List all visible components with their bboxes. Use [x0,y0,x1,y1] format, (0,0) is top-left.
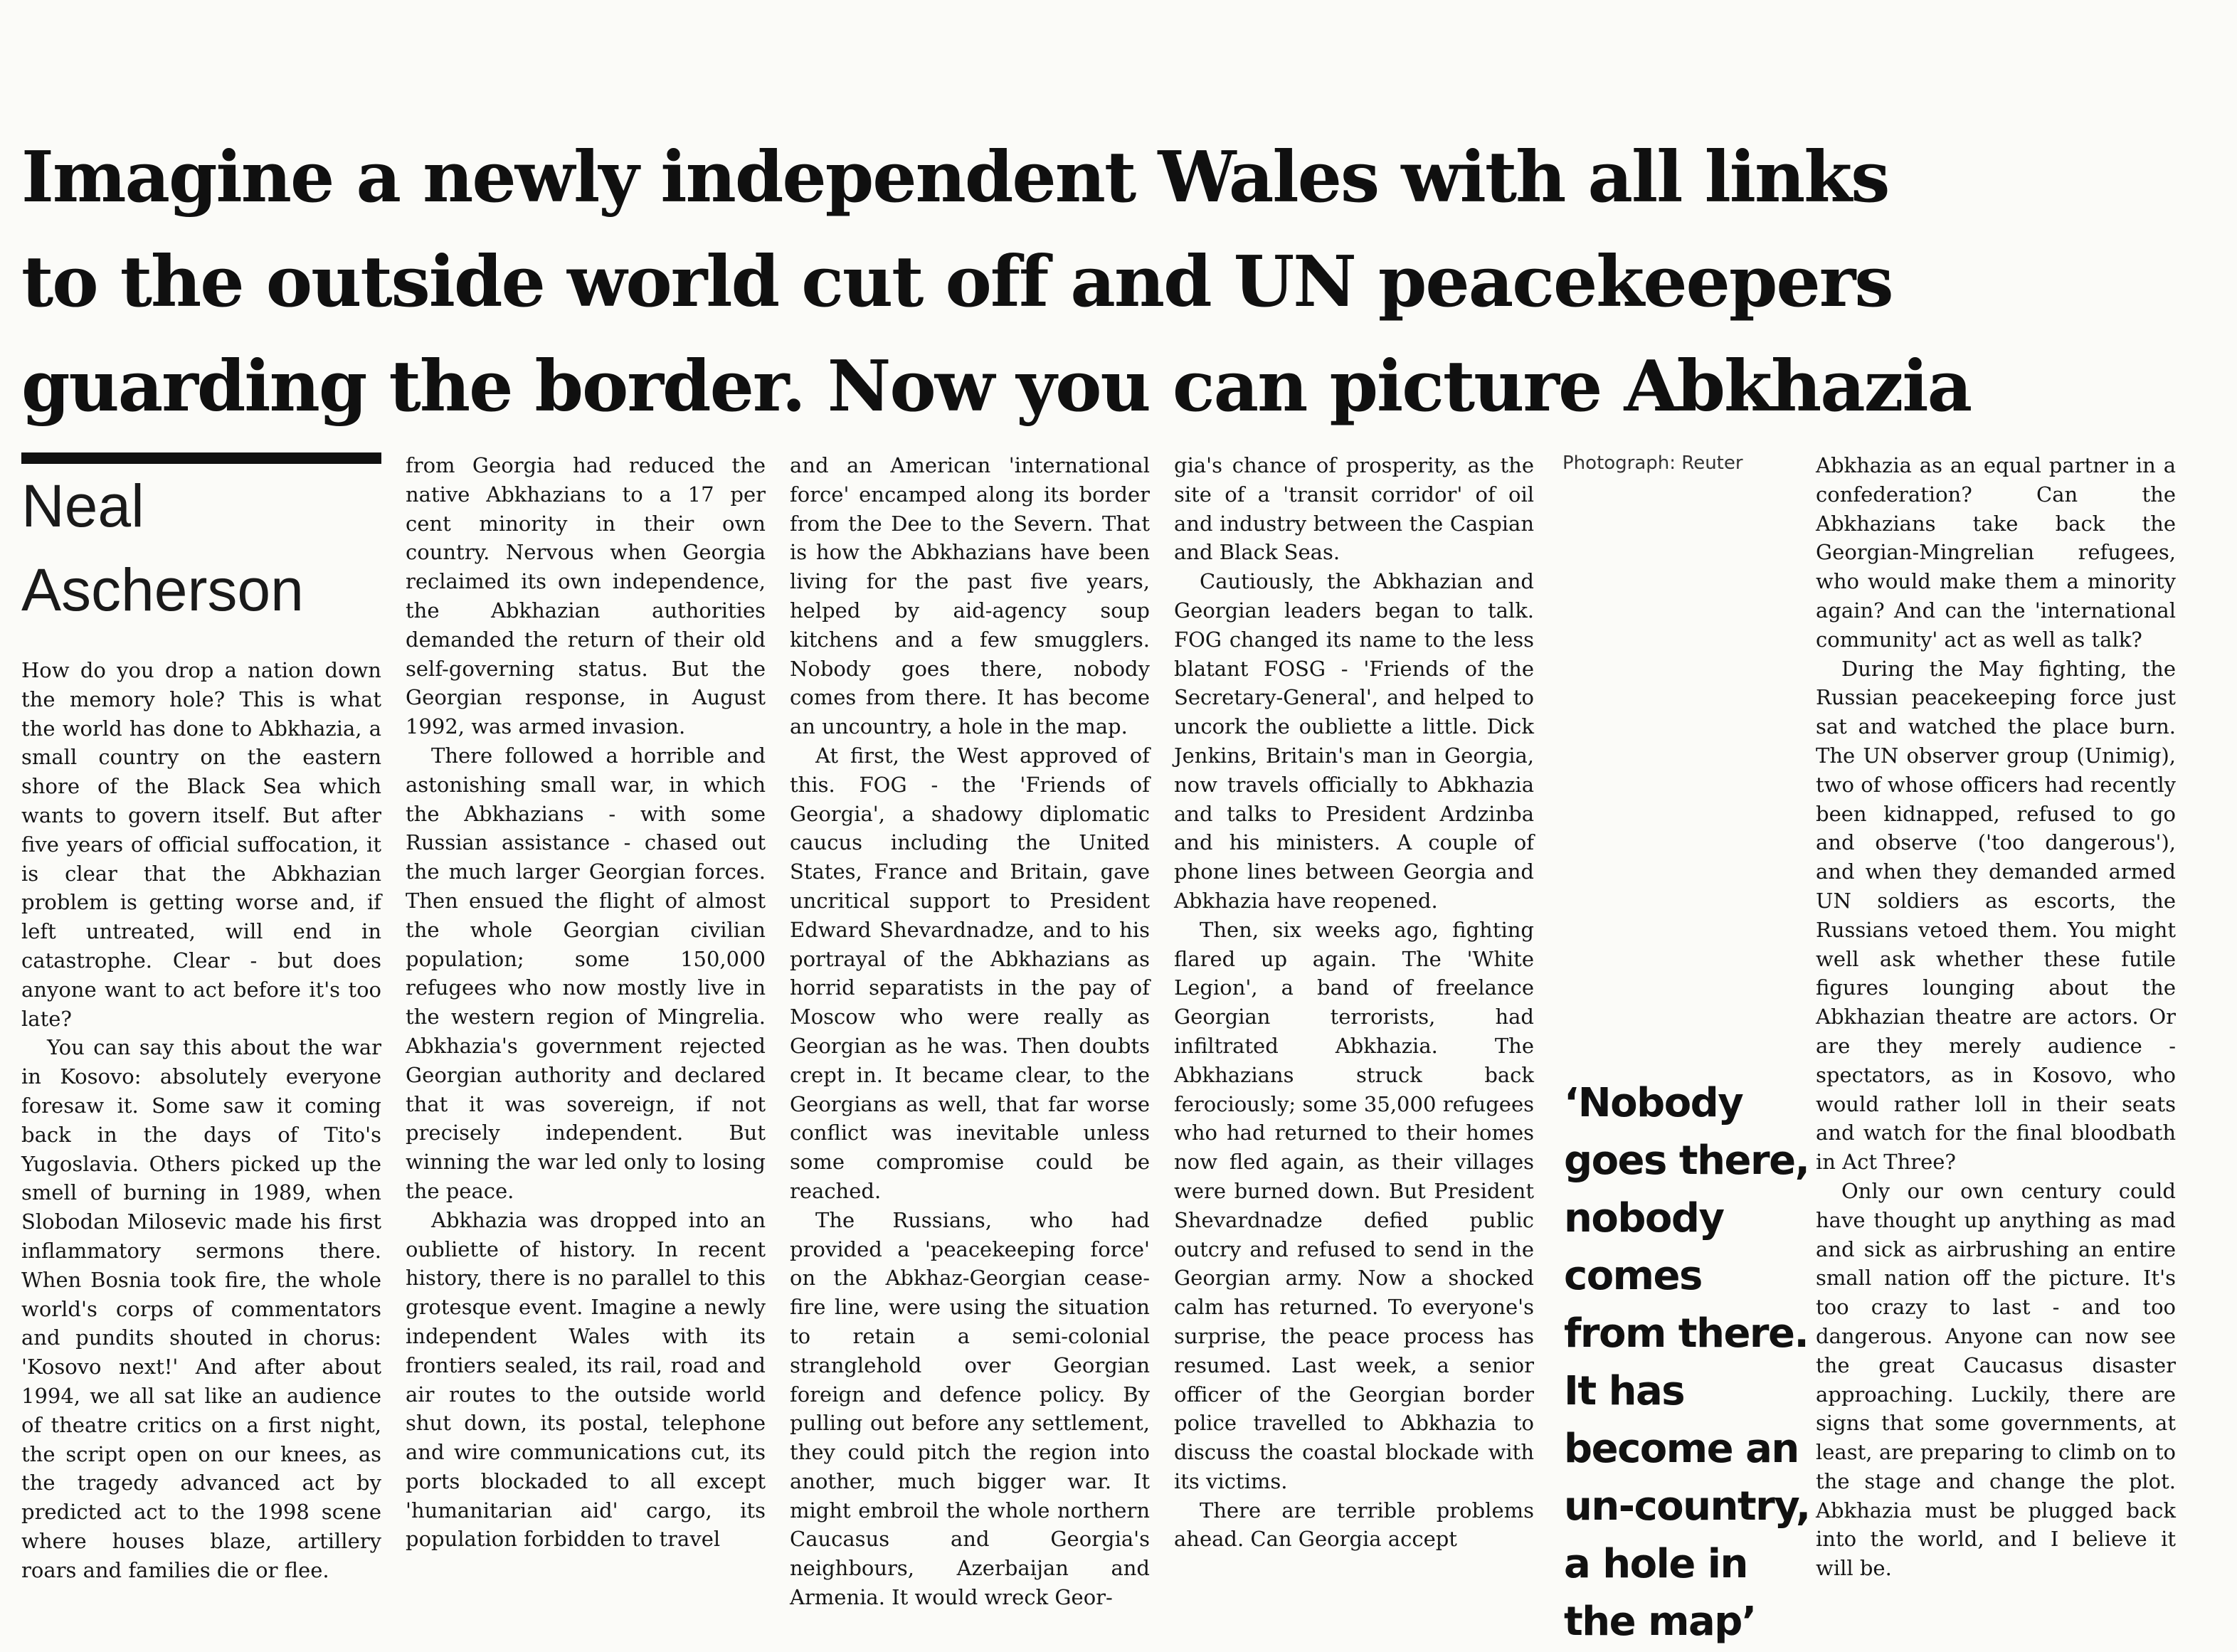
headline-line-1: Imagine a newly independent Wales with all links [21,137,1889,218]
headline-line-2: to the outside world cut off and UN peacekeepers [21,241,1893,323]
paragraph: The Russians, who had provided a 'peacekeeping force' on the Abkhaz-Georgian cease-fire line, were using the situation to retain a semi-colonial stranglehold over Georgian foreign and defence policy. By pulling out before any settlement, they could pitch the region into another, much bigger war. It might embroil the whole northern Caucasus and Georgia's neighbours, Azerbaijan and Armenia. It would wreck Geor- [790,1207,1150,1610]
headline [21,125,1999,439]
paragraph: Abkhazia was dropped into an oubliette of history. In recent history, there is no parallel to this grotesque event. Imagine a newly independent Wales with its frontiers sealed, its rail, road and air routes to the outside world shut down, its postal, telephone and wire communications cut, its ports blockaded to all except 'humanitarian aid' cargo, its population forbidden to travel [406,1207,766,1552]
byline-rule [21,452,381,464]
paragraph: Cautiously, the Abkhazian and Georgian leaders began to talk. FOG changed its name to the less blatant FOSG - 'Friends of the Secretary-General', and helped to uncork the oubliette a little. Dick Jenkins, Britain's man in Georgia, now travels officially to Abkhazia and talks to President Ardzinba and his ministers. A couple of phone lines between Georgia and Abkhazia have reopened. [1174,569,1534,913]
paragraph: There are terrible problems ahead. Can Georgia accept [1174,1498,1534,1552]
pull-quote-line: comes [1564,1253,1702,1299]
pull-quote-line: It has [1564,1368,1685,1414]
photo-credit: Photograph: Reuter [1562,452,1743,474]
pull-quote-line: ‘Nobody [1564,1080,1743,1126]
byline-first-name: Neal [21,472,144,539]
paragraph: At first, the West approved of this. FOG - the 'Friends of Georgia', a shadowy diplomatic caucus including the United States, France and Britain, gave uncritical support to President Edward Shevardnadze, and to his portrayal of the Abkhazians as horrid separatists in the pay of Moscow who were really as Georgian as he was. Then doubts crept in. It became clear, to the Georgians as well, that far worse conflict was inevitable unless some compromise could be reached. [790,743,1150,1203]
pull-quote-line: un-country, [1564,1483,1810,1530]
paragraph: gia's chance of prosperity, as the site of a 'transit corridor' of oil and industry between the Caspian and Black Seas. [1174,453,1534,565]
paragraph: There followed a horrible and astonishing small war, in which the Abkhazians - with some Russian assistance - chased out the much larger Georgian forces. Then ensued the flight of almost the whole Georgian civilian population; some 150,000 refugees who now mostly live in the western region of Mingrelia. Abkhazia's government rejected Georgian authority and declared that it was sovereign, if not precisely independent. But winning the war led only to losing the peace. [406,743,766,1203]
paragraph: Only our own century could have thought up anything as mad and sick as airbrushing an entire small nation off the picture. It's too crazy to last - and too dangerous. Anyone can now see the great Caucasus disaster approaching. Luckily, there are signs that some governments, at least, are preparing to climb on to the stage and change the plot. Abkhazia must be plugged back into the world, and I believe it will be. [1816,1178,2176,1581]
photo-area [1551,484,1786,1074]
pull-quote-line: nobody [1564,1195,1724,1241]
paragraph: How do you drop a nation down the memory hole? This is what the world has done to Abkhazia, a small country on the eastern shore of the Black Sea which wants to govern itself. But after five years of official suffocation, it is clear that the Abkhazian problem is getting worse and, if left untreated, will end in catastrophe. Clear - but does anyone want to act before it's too late? [21,658,381,1031]
paragraph: Then, six weeks ago, fighting flared up again. The 'White Legion', a band of freelance Georgian terrorists, had infiltrated Abkhazia. The Abkhazians struck back ferociously; some 35,000 refugees who had returned to their homes now fled again, as their villages were burned down. But President Shevardnadze defied public outcry and refused to send in the Georgian army. Now a shocked calm has returned. To everyone's surprise, the peace process has resumed. Last week, a senior officer of the Georgian border police travelled to Abkhazia to discuss the coastal blockade with its victims. [1174,917,1534,1493]
paragraph: and an American 'international force' encamped along its border from the Dee to the Severn. That is how the Abkhazians have been living for the past five years, helped by aid-agency soup kitchens and a few smugglers. Nobody goes there, nobody comes from there. It has become an uncountry, a hole in the map. [790,453,1150,739]
paragraph: During the May fighting, the Russian peacekeeping force just sat and watched the place burn. The UN observer group (Unimig), two of whose officers had recently been kidnapped, refused to go and observe ('too dangerous'), and when they demanded armed UN soldiers as escorts, the Russians vetoed them. You might well ask whether these futile figures lounging about the Abkhazian theatre are actors. Or are they merely audience - spectators, as in Kosovo, who would rather loll in their seats and watch for the final bloodbath in Act Three? [1816,656,2176,1175]
paragraph: from Georgia had reduced the native Abkhazians to a 17 per cent minority in their own country. Nervous when Georgia reclaimed its own independence, the Abkhazian authorities demanded the return of their old self-governing status. But the Georgian response, in August 1992, was armed invasion. [406,453,766,739]
article-column-6 [1816,451,2176,1583]
pull-quote-line: goes there, [1564,1138,1809,1184]
pull-quote-line: become an [1564,1426,1799,1472]
article-column-2 [406,451,766,1554]
article-column-4 [1174,451,1534,1554]
pull-quote [1564,1074,1810,1651]
headline-line-3: guarding the border. Now you can picture Abkhazia [21,346,1972,428]
article-column-1 [21,656,381,1585]
pull-quote-line: from there. [1564,1311,1809,1357]
pull-quote-line: a hole in [1564,1541,1747,1587]
pull-quote-line: the map’ [1564,1599,1756,1645]
byline-last-name: Ascherson [21,556,304,623]
paragraph: Abkhazia as an equal partner in a confederation? Can the Abkhazians take back the Georgian-Mingrelian refugees, who would make them a minority again? And can the 'international community' act as well as talk? [1816,453,2176,652]
article-column-3 [790,451,1150,1612]
paragraph: You can say this about the war in Kosovo: absolutely everyone foresaw it. Some saw it coming back in the days of Tito's Yugoslavia. Others picked up the smell of burning in 1989, when Slobodan Milosevic made his first inflammatory sermons there. When Bosnia took fire, the whole world's corps of commentators and pundits shouted in chorus: 'Kosovo next!' And after about 1994, we all sat like an audience of theatre critics on a first night, the script open on our knees, as the tragedy advanced act by predicted act to the 1998 scene where houses blaze, artillery roars and families die or flee. [21,1035,381,1582]
byline [21,464,384,632]
